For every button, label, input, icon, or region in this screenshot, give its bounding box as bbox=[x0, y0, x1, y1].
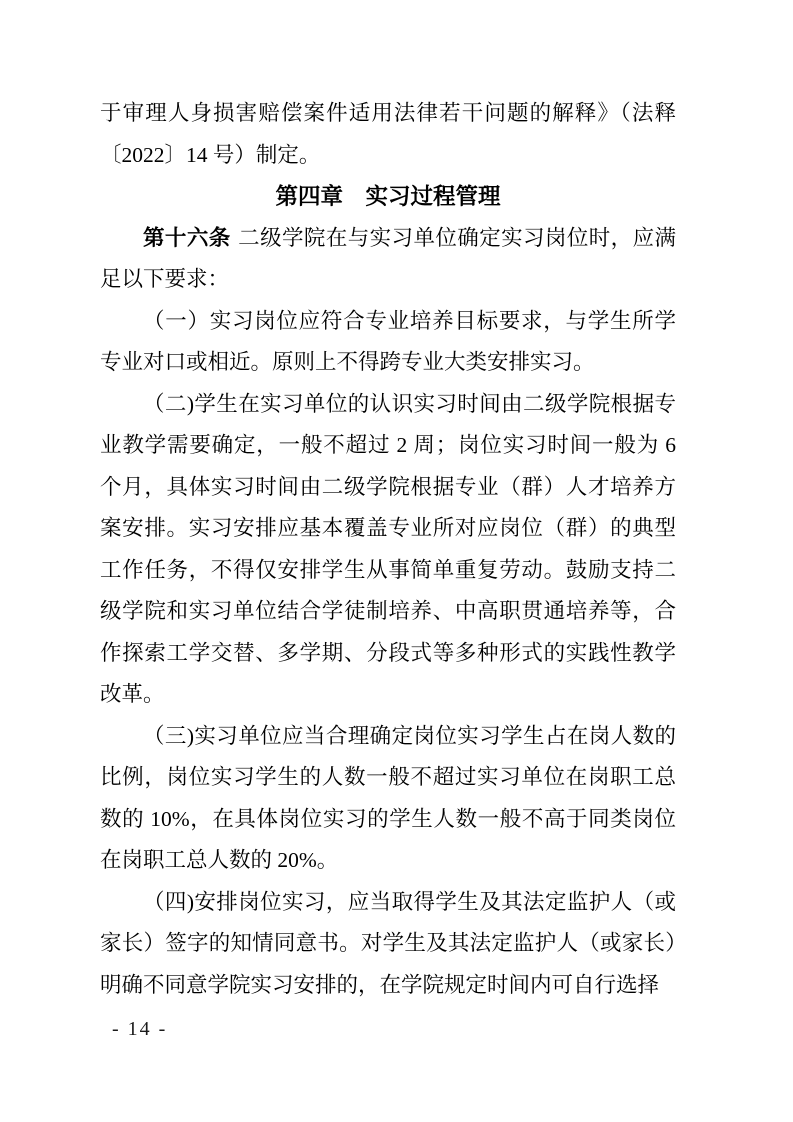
item-3-paragraph: （三)实习单位应当合理确定岗位实习学生占在岗人数的比例，岗位实习学生的人数一般不超过实习单位在岗职工总数的 10%，在具体岗位实习的学生人数一般不高于同类岗位在岗职工总人数的 20%。 bbox=[100, 723, 676, 872]
article-lead-text: 二级学院在与实习单位确定实习岗位时，应满足以下要求： bbox=[100, 225, 676, 291]
continuation-paragraph: 于审理人身损害赔偿案件适用法律若干问题的解释》（法释〔2022〕14 号）制定。 bbox=[100, 101, 676, 167]
item-4-paragraph: （四)安排岗位实习，应当取得学生及其法定监护人（或家长）签字的知情同意书。对学生及其法定监护人（或家长）明确不同意学院实习安排的，在学院规定时间内可自行选择 bbox=[100, 889, 676, 997]
document-content bbox=[100, 93, 676, 1006]
article-16-paragraph bbox=[100, 218, 676, 301]
article-number: 第十六条 bbox=[143, 225, 231, 250]
item-2-paragraph: （二)学生在实习单位的认识实习时间由二级学院根据专业教学需要确定，一般不超过 2 周；岗位实习时间一般为 6 个月，具体实习时间由二级学院根据专业（群）人才培养方案安排。实习安排应基本覆盖专业所对应岗位（群）的典型工作任务，不得仅安排学生从事简单重复劳动。鼓励支持二级学院和实习单位结合学徒制培养、中高职贯通培养等，合作探索工学交替、多学期、分段式等多种形式的实践性教学改革。 bbox=[100, 391, 676, 706]
chapter-heading: 第四章 实习过程管理 bbox=[275, 184, 501, 209]
item-1-paragraph: （一）实习岗位应符合专业培养目标要求，与学生所学专业对口或相近。原则上不得跨专业大类安排实习。 bbox=[100, 308, 676, 374]
page-number: - 14 - bbox=[112, 1018, 168, 1040]
